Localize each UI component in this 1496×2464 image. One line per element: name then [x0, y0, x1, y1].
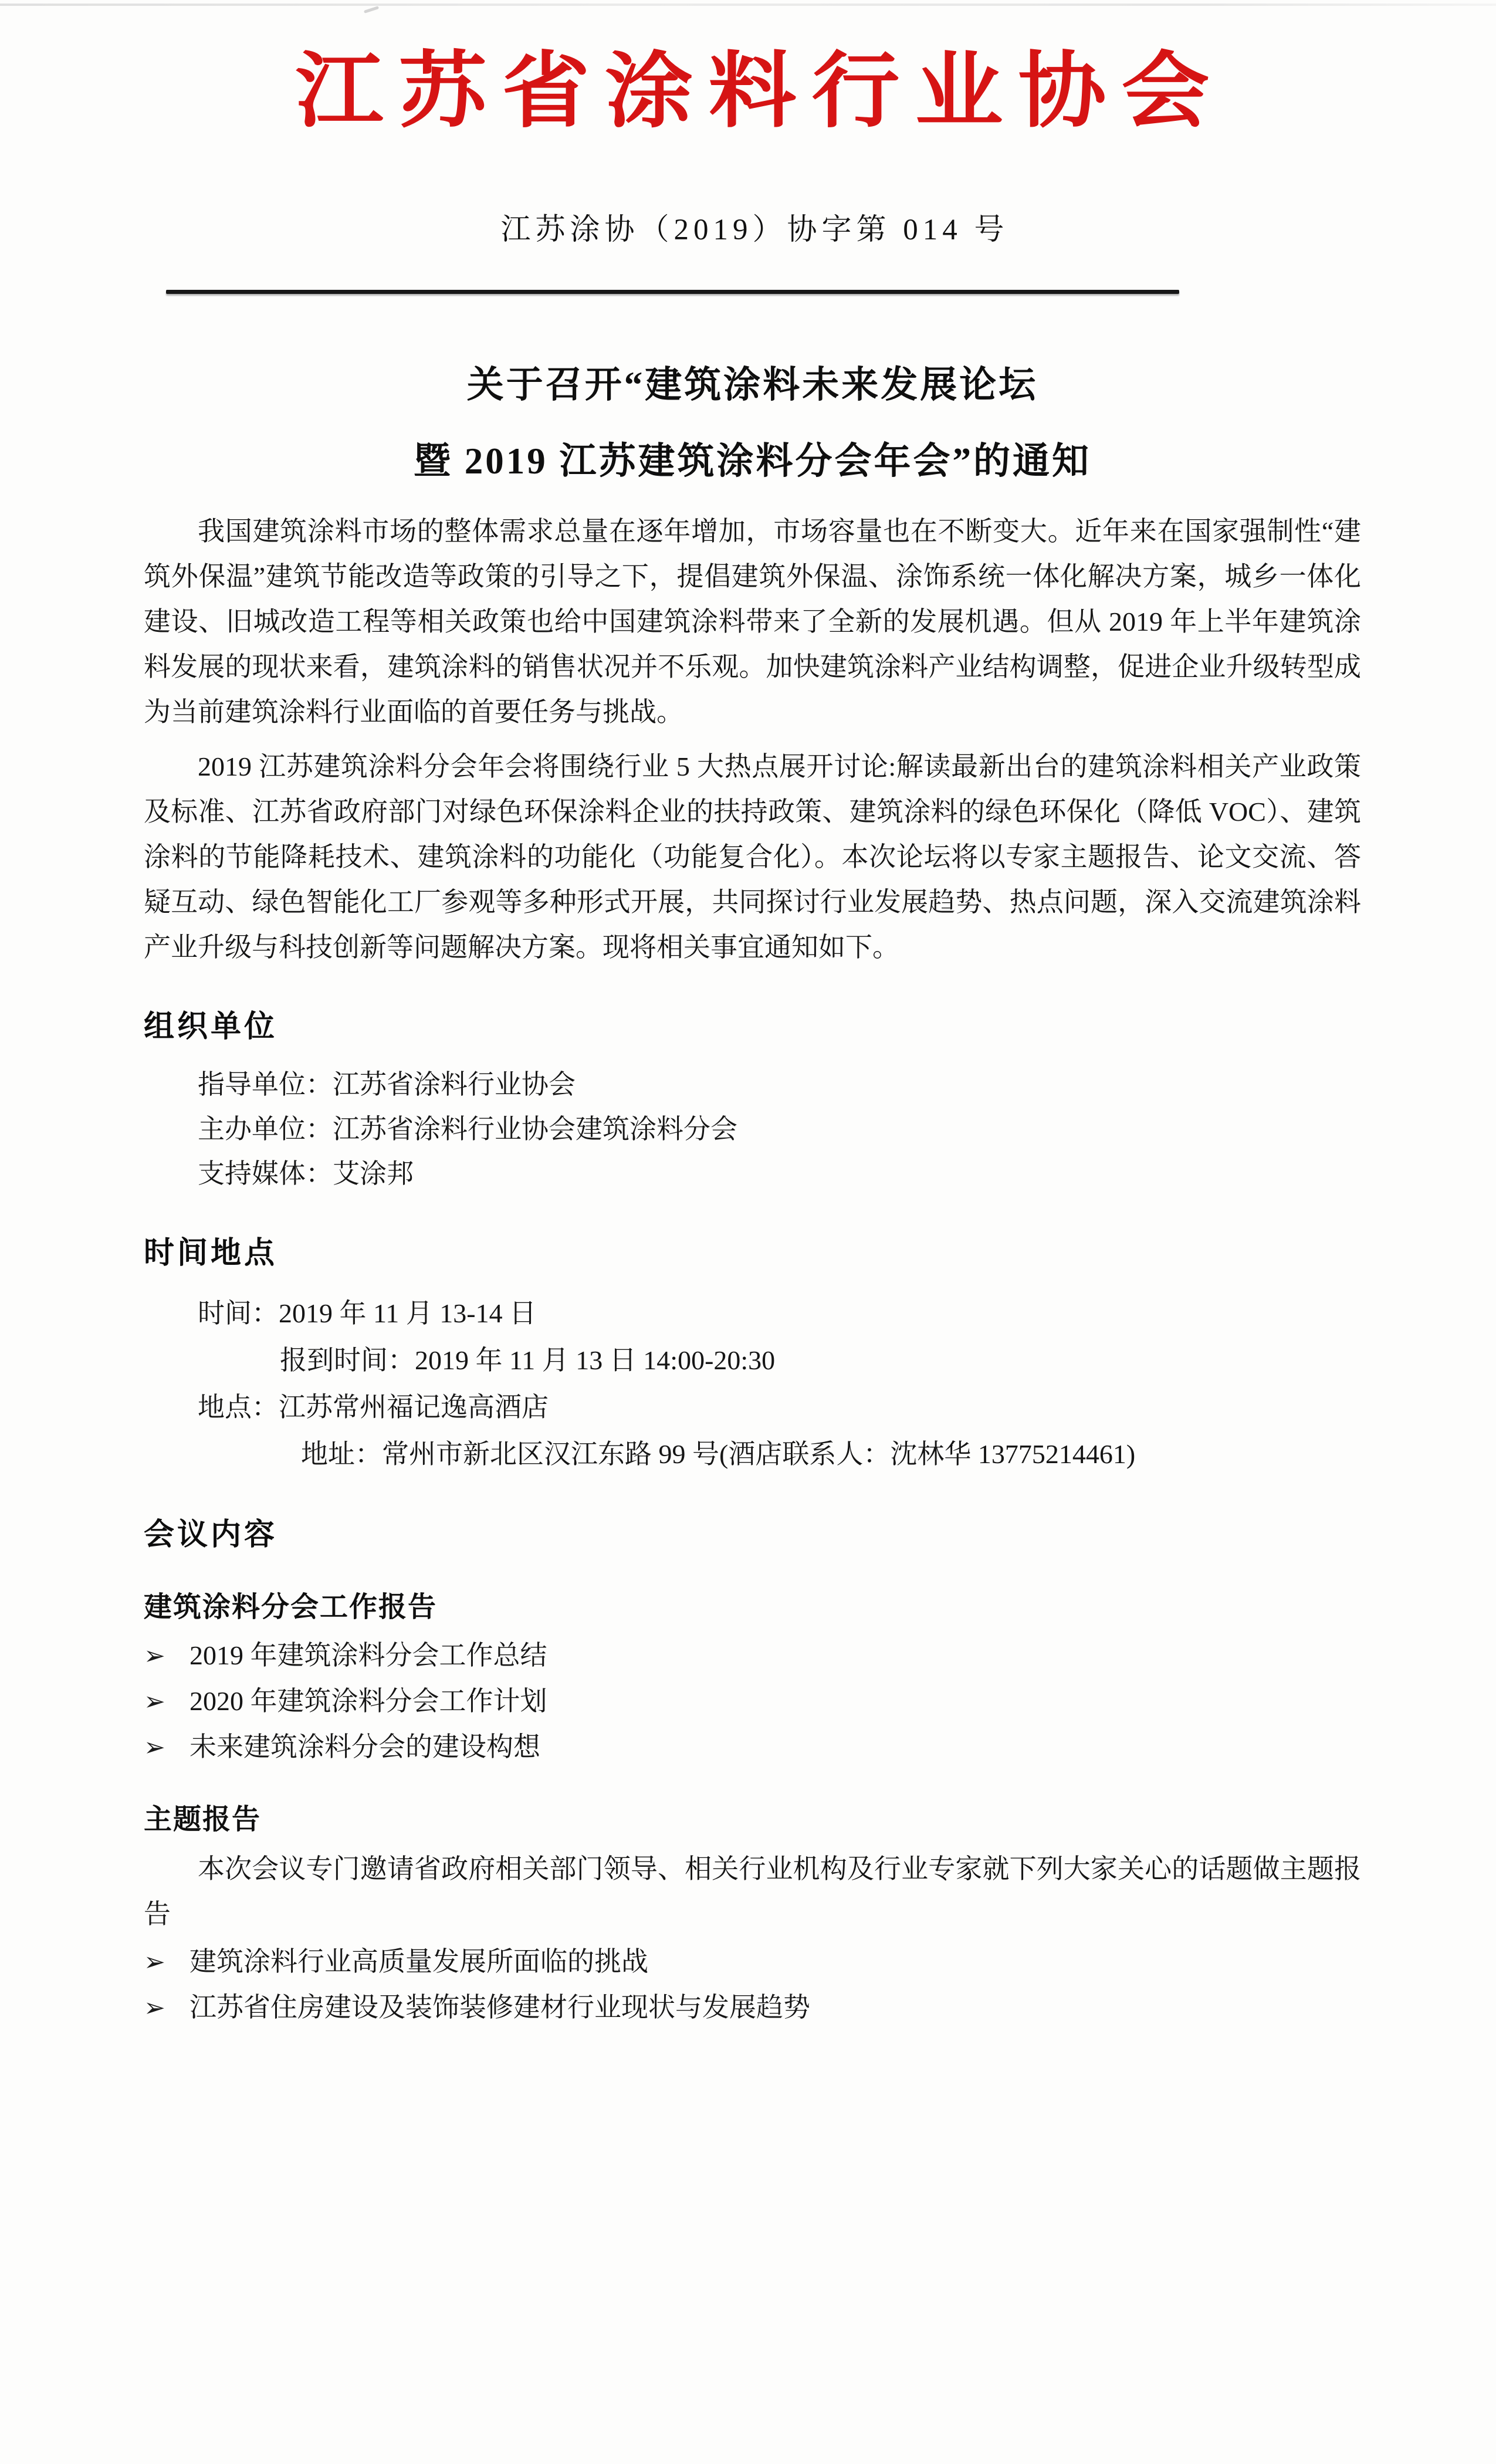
scan-artifact-speck: [364, 6, 379, 13]
arrow-bullet-icon: ➢: [144, 1948, 165, 1976]
arrow-bullet-icon: ➢: [144, 1993, 165, 2022]
time-place-list: [144, 1290, 1361, 1478]
schedule-venue-line: 地点：江苏常州福记逸高酒店: [198, 1392, 549, 1422]
section-heading-time-place: 时间地点: [144, 1236, 278, 1270]
intro-paragraph-1: 我国建筑涂料市场的整体需求总量在逐年增加，市场容量也在不断变大。近年来在国家强制性“建筑外保温”建筑节能改造等政策的引导之下，提倡建筑外保温、涂饰系统一体化解决方案，城乡一体化建设、旧城改造工程等相关政策也给中国建筑涂料带来了全新的发展机遇。但从 2019 年上半年建筑涂料发展的现状来看，建筑涂料的销售状况并不乐观。加快建筑涂料产业结构调整，促进企业升级转型成为当前建筑涂料行业面临的首要任务与挑战。: [144, 516, 1361, 727]
bullet-text: 建筑涂料行业高质量发展所面临的挑战: [189, 1947, 648, 1976]
organizer-media-support: 支持媒体：艾涂邦: [198, 1159, 414, 1189]
header-divider-rule: [166, 290, 1179, 294]
schedule-date-line: 时间：2019 年 11 月 13-14 日: [198, 1298, 537, 1328]
bullet-text: 2020 年建筑涂料分会工作计划: [189, 1686, 547, 1716]
association-masthead: 江苏省涂料行业协会: [295, 46, 1225, 138]
document-number: 江苏涂协（2019）协字第 014 号: [500, 214, 1009, 246]
subheading-keynote: 主题报告: [144, 1804, 262, 1835]
list-item: [144, 1985, 1361, 2030]
keynote-intro-paragraph: 本次会议专门邀请省政府相关部门领导、相关行业机构及行业专家就下列大家关心的话题做主题报告: [144, 1854, 1361, 1929]
scan-artifact-top-edge: [0, 4, 1496, 6]
list-item: [144, 1678, 1361, 1724]
intro-paragraph-2: 2019 江苏建筑涂料分会年会将围绕行业 5 大热点展开讨论:解读最新出台的建筑涂料相关产业政策及标准、江苏省政府部门对绿色环保涂料企业的扶持政策、建筑涂料的绿色环保化（降低 VOC）、建筑涂料的节能降耗技术、建筑涂料的功能化（功能复合化）。本次论坛将以专家主题报告、论文交流、答疑互动、绿色智能化工厂参观等多种形式开展，共同探讨行业发展趋势、热点问题，深入交流建筑涂料产业升级与科技创新等问题解决方案。现将相关事宜通知如下。: [144, 752, 1361, 962]
bullet-text: 未来建筑涂料分会的建设构想: [189, 1732, 540, 1762]
bullet-text: 2019 年建筑涂料分会工作总结: [189, 1640, 547, 1670]
organizer-host-unit: 主办单位：江苏省涂料行业协会建筑涂料分会: [198, 1114, 737, 1144]
schedule-checkin-line: 报到时间：2019 年 11 月 13 日 14:00-20:30: [280, 1345, 776, 1375]
notice-title-line1: 关于召开“建筑涂料未来发展论坛: [466, 364, 1038, 405]
list-item: [144, 1724, 1361, 1770]
arrow-bullet-icon: ➢: [144, 1687, 165, 1716]
work-report-bullet-list: [144, 1633, 1361, 1770]
section-heading-agenda: 会议内容: [144, 1518, 278, 1552]
organizers-list: [144, 1062, 1361, 1196]
schedule-address-line: 地址：常州市新北区汉江东路 99 号(酒店联系人：沈林华 13775214461): [301, 1439, 1136, 1469]
notice-title-line2: 暨 2019 江苏建筑涂料分会年会”的通知: [414, 441, 1091, 482]
list-item: [144, 1633, 1361, 1678]
notice-title: [144, 347, 1361, 499]
arrow-bullet-icon: ➢: [144, 1641, 165, 1670]
keynote-bullet-list: [144, 1939, 1361, 2030]
organizer-guidance-unit: 指导单位：江苏省涂料行业协会: [198, 1069, 576, 1099]
list-item: [144, 1939, 1361, 1985]
arrow-bullet-icon: ➢: [144, 1733, 165, 1762]
bullet-text: 江苏省住房建设及装饰装修建材行业现状与发展趋势: [189, 1992, 810, 2022]
subheading-work-report: 建筑涂料分会工作报告: [144, 1592, 438, 1623]
document-content: [144, 46, 1361, 2030]
section-heading-organizers: 组织单位: [144, 1010, 278, 1044]
